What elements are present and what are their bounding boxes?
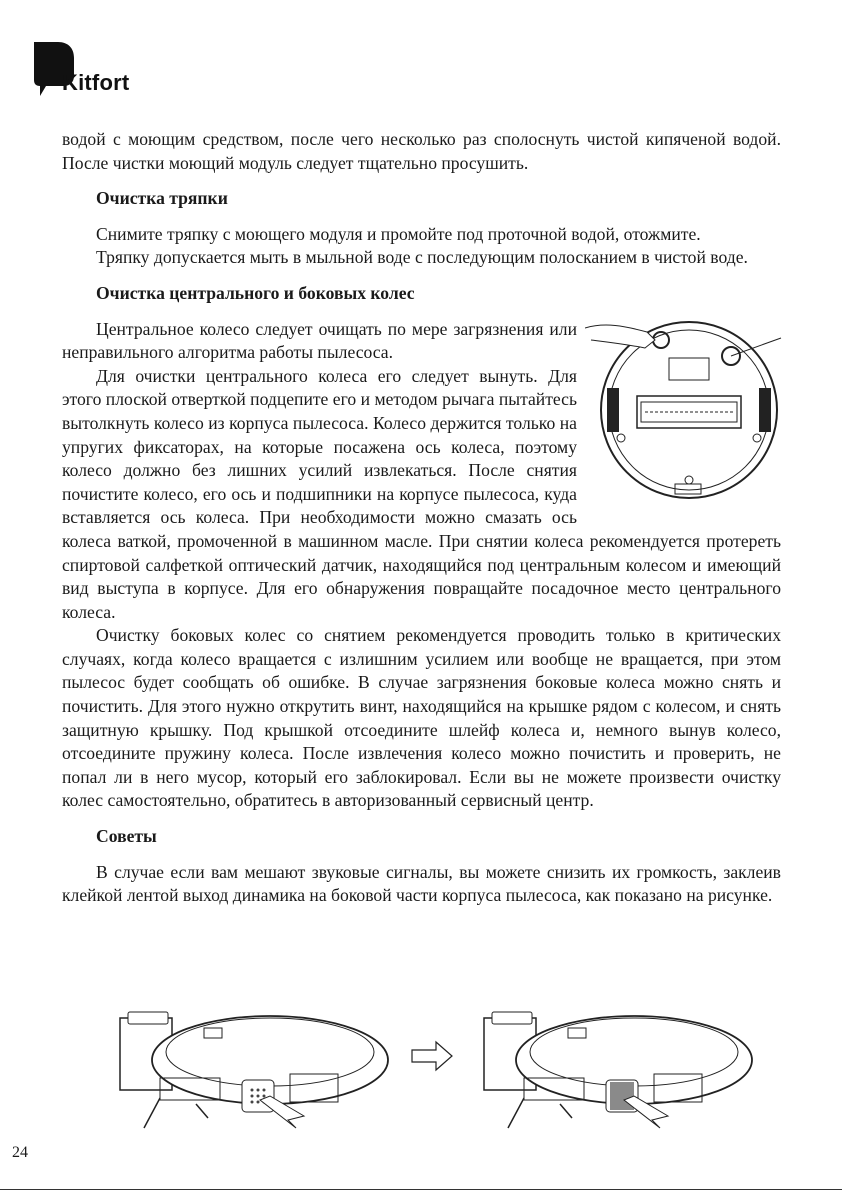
paragraph: водой с моющим средством, после чего несколько раз сполоснуть чистой кипяченой водой. После чистки моющий модуль следует тщательно просушить. (62, 129, 781, 173)
page-body (62, 128, 781, 908)
page-number: 24 (12, 1144, 28, 1161)
robot-speaker-taping-illustration (100, 1008, 780, 1130)
bottom-rule (0, 1189, 842, 1190)
brand-name: Kitfort (62, 70, 130, 95)
tape-patch (610, 1082, 634, 1110)
section-heading-tips: Советы (96, 826, 157, 847)
section-heading-wheels: Очистка центрального и боковых колес (96, 282, 415, 303)
paragraph: Снимите тряпку с моющего модуля и промойте под проточной водой, отожмите. (96, 223, 701, 244)
paragraph: Для очистки центрального колеса его следует вынуть. Для этого плоской отверткой подцепите его и методом рычага пытайтесь вытолкнуть колесо из корпуса пылесоса. Колесо держится только на упругих фиксаторах, на которые посажена ось колеса, поэтому колесо должно без лишних усилий извлекаться. После снятия почистите колесо, его ось и подшипники на корпусе пылесоса, куда вставляется ось колеса. При необходимости можно смазать ось колеса ваткой, промоченной в машинном масле. При снятии колеса рекомендуется протереть спиртовой салфеткой оптический датчик, находящийся под центральным колесом и имеющий вид выступа в корпусе. Для его обнаружения повращайте посадочное место центрального колеса. (62, 365, 781, 622)
paragraph: Тряпку допускается мыть в мыльной воде с последующим полосканием в чистой воде. (96, 247, 748, 268)
robot-after (484, 1012, 752, 1128)
paragraph: Центральное колесо следует очищать по мере загрязнения или неправильного алгоритма работы пылесоса. (62, 318, 577, 363)
arrow-right-icon (412, 1042, 452, 1070)
robot-underside-illustration (585, 318, 783, 508)
paragraph: Очистку боковых колес со снятием рекомендуется проводить только в критических случаях, когда колесо вращается с излишним усилием или вообще не вращается, при этом пылесос будет сообщать об ошибке. В случае загрязнения боковые колеса можно снять и почистить. Для этого нужно открутить винт, находящийся на крышке рядом с колесом, и снять защитную крышку. Под крышкой отсоедините шлейф колеса и, немного вынув колесо, отсоедините пружину колеса. После извлечения колесо можно почистить и проверить, не попал ли в него мусор, который его заблокировал. Если вы не можете произвести очистку колес самостоятельно, обратитесь в авторизованный сервисный центр. (62, 625, 781, 811)
paragraph: В случае если вам мешают звуковые сигналы, вы можете снизить их громкость, заклеив клейкой лентой выход динамика на боковой части корпуса пылесоса, как показано на рисунке. (62, 861, 781, 906)
robot-before (120, 1012, 388, 1128)
section-heading-cloth: Очистка тряпки (96, 188, 228, 209)
